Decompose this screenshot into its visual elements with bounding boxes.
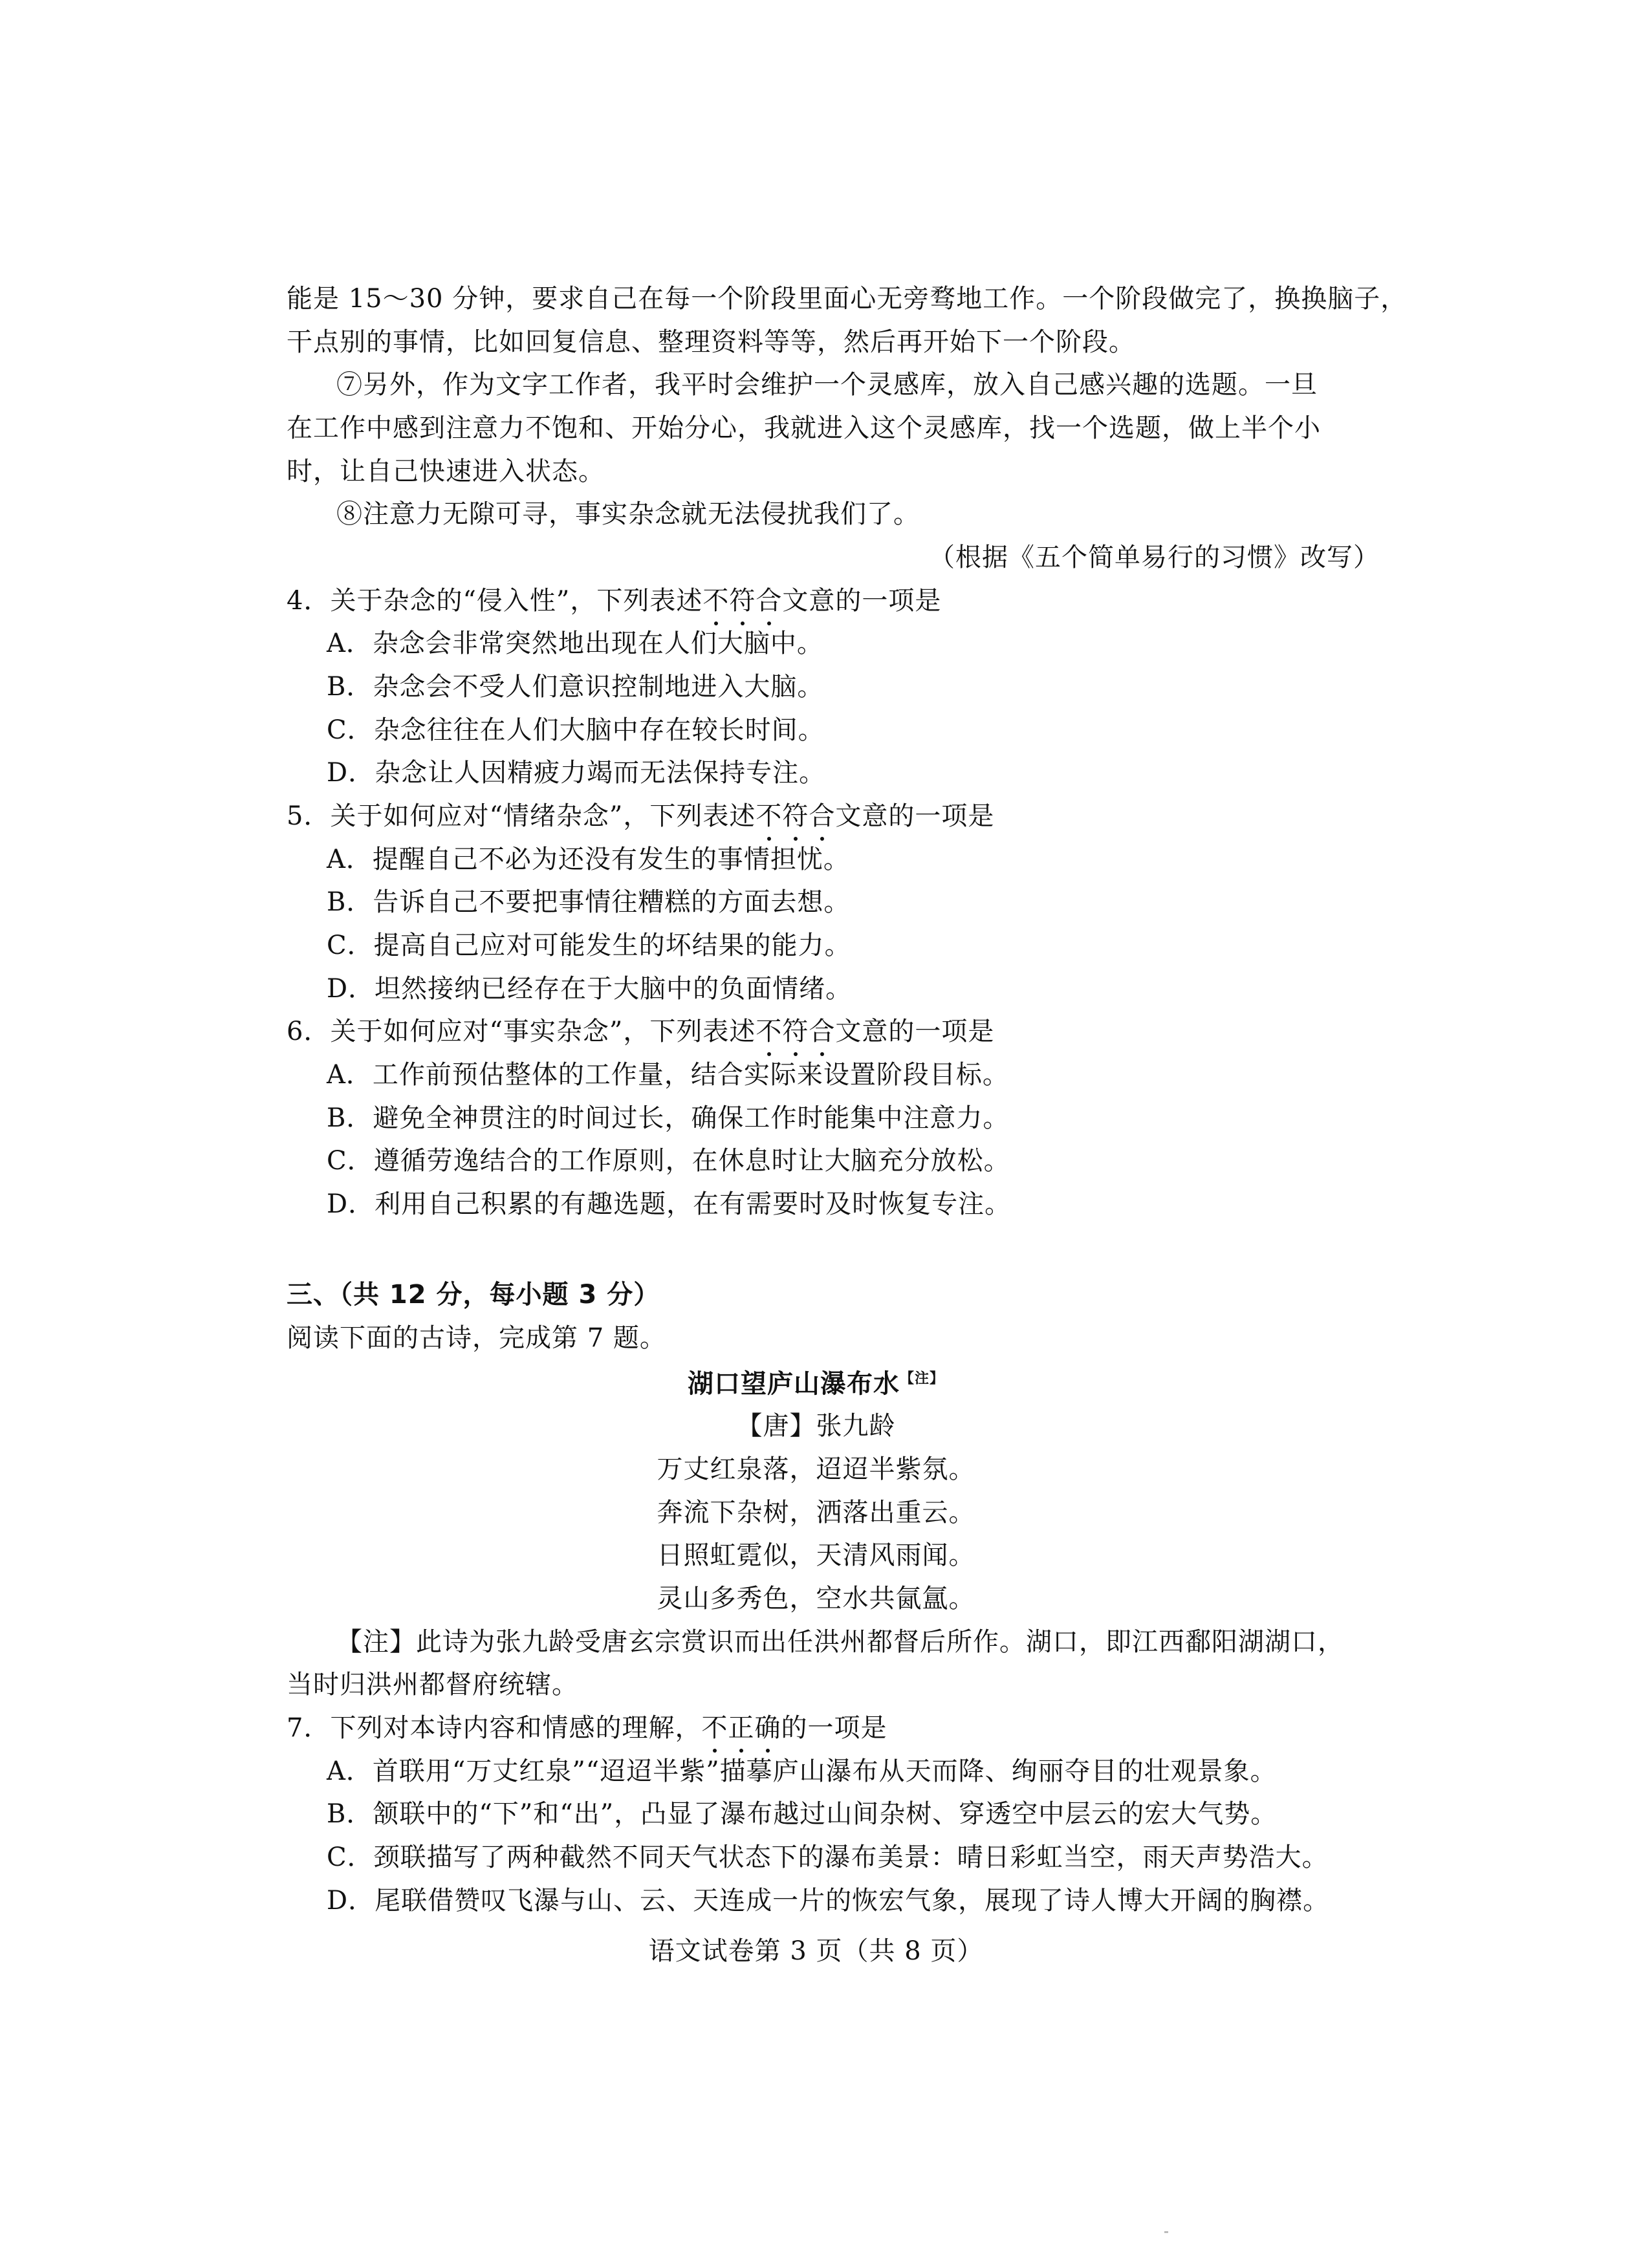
passage-paragraph-7: ⑦另外，作为文字工作者，我平时会维护一个灵感库，放入自己感兴趣的选题。一旦	[336, 370, 1318, 400]
passage-line: 干点别的事情，比如回复信息、整理资料等等，然后再开始下一个阶段。	[287, 327, 1135, 357]
emphasis-char: 符	[782, 1011, 809, 1052]
question-5-option-a: A．提醒自己不必为还没有发生的事情担忧。	[327, 845, 850, 874]
poem-line-3: 日照虹霓似，天清风雨闻。	[657, 1540, 975, 1570]
question-4-option-c: C．杂念往往在人们大脑中存在较长时间。	[327, 715, 825, 745]
emphasis-char: 符	[729, 580, 756, 621]
stem-text: 文意的一项是	[835, 1017, 995, 1046]
poem-line-4: 灵山多秀色，空水共氤氲。	[657, 1584, 975, 1614]
question-6-option-b: B．避免全神贯注的时间过长，确保工作时能集中注意力。	[327, 1103, 1010, 1133]
poem-author: 【唐】张九龄	[736, 1411, 896, 1441]
page-footer: 语文试卷第 3 页（共 8 页）	[648, 1936, 984, 1966]
question-7-stem	[287, 1707, 1399, 1749]
question-4-option-b: B．杂念会不受人们意识控制地进入大脑。	[327, 672, 824, 702]
stem-text: 5．关于如何应对“情绪杂念”，下列表述	[287, 801, 756, 831]
passage-line: 在工作中感到注意力不饱和、开始分心，我就进入这个灵感库，找一个选题，做上半个小	[287, 413, 1321, 443]
emphasis-char: 合	[756, 580, 782, 621]
stem-text: 的一项是	[781, 1713, 887, 1743]
question-4-option-a: A．杂念会非常突然地出现在人们大脑中。	[327, 629, 823, 658]
stem-text: 6．关于如何应对“事实杂念”，下列表述	[287, 1017, 756, 1046]
poem-note-cont: 当时归洪州都督府统辖。	[287, 1670, 578, 1700]
stem-text: 文意的一项是	[782, 586, 942, 616]
question-5-option-b: B．告诉自己不要把事情往糟糕的方面去想。	[327, 887, 851, 917]
emphasis-char: 合	[809, 1011, 835, 1052]
question-4-option-d: D．杂念让人因精疲力竭而无法保持专注。	[327, 758, 826, 788]
passage-paragraph-8: ⑧注意力无隙可寻，事实杂念就无法侵扰我们了。	[336, 499, 920, 529]
poem-title-text: 湖口望庐山瀑布水	[687, 1369, 900, 1399]
section-3-heading: 三、（共 12 分，每小题 3 分）	[287, 1280, 660, 1310]
passage-line: 时，让自己快速进入状态。	[287, 457, 605, 486]
question-7-option-c: C．颈联描写了两种截然不同天气状态下的瀑布美景：晴日彩虹当空，雨天声势浩大。	[327, 1842, 1329, 1872]
question-6-stem	[287, 1011, 1399, 1052]
scan-speck	[1164, 2231, 1168, 2233]
question-5-stem	[287, 795, 1399, 837]
poem-line-2: 奔流下杂树，洒落出重云。	[657, 1498, 975, 1528]
poem-note: 【注】此诗为张九龄受唐玄宗赏识而出任洪州都督后所作。湖口，即江西鄱阳湖湖口，	[336, 1627, 1344, 1657]
question-7-option-a: A．首联用“万丈红泉”“迢迢半紫”描摹庐山瀑布从天而降、绚丽夺目的壮观景象。	[327, 1756, 1277, 1786]
passage-line: 能是 15～30 分钟，要求自己在每一个阶段里面心无旁骛地工作。一个阶段做完了，换换脑子，	[287, 284, 1408, 314]
question-6-option-a: A．工作前预估整体的工作量，结合实际来设置阶段目标。	[327, 1060, 1009, 1090]
emphasis-char: 确	[754, 1707, 781, 1749]
emphasis-char: 不	[702, 580, 729, 621]
emphasis-char: 符	[782, 795, 809, 837]
emphasis-char: 不	[701, 1707, 728, 1749]
question-5-option-d: D．坦然接纳已经存在于大脑中的负面情绪。	[327, 974, 853, 1004]
stem-text: 文意的一项是	[835, 801, 995, 831]
question-6-option-d: D．利用自己积累的有趣选题，在有需要时及时恢复专注。	[327, 1189, 1012, 1219]
stem-text: 7．下列对本诗内容和情感的理解，	[287, 1713, 702, 1743]
emphasis-char: 合	[809, 795, 835, 837]
emphasis-char: 不	[756, 1011, 782, 1052]
poem-title-note-mark: 【注】	[899, 1370, 944, 1387]
question-7-option-d: D．尾联借赞叹飞瀑与山、云、天连成一片的恢宏气象，展现了诗人博大开阔的胸襟。	[327, 1886, 1330, 1916]
emphasis-char: 正	[728, 1707, 754, 1749]
question-4-stem	[287, 580, 1399, 621]
poem-line-1: 万丈红泉落，迢迢半紫氛。	[657, 1454, 975, 1484]
emphasis-char: 不	[756, 795, 782, 837]
question-7-option-b: B．颔联中的“下”和“出”，凸显了瀑布越过山间杂树、穿透空中层云的宏大气势。	[327, 1799, 1278, 1829]
poem-title	[0, 1363, 1632, 1405]
stem-text: 4．关于杂念的“侵入性”，下列表述	[287, 586, 703, 616]
question-5-option-c: C．提高自己应对可能发生的坏结果的能力。	[327, 931, 851, 960]
question-6-option-c: C．遵循劳逸结合的工作原则，在休息时让大脑充分放松。	[327, 1146, 1010, 1176]
passage-source: （根据《五个简单易行的习惯》改写）	[929, 543, 1380, 572]
section-3-instruction: 阅读下面的古诗，完成第 7 题。	[287, 1323, 666, 1353]
